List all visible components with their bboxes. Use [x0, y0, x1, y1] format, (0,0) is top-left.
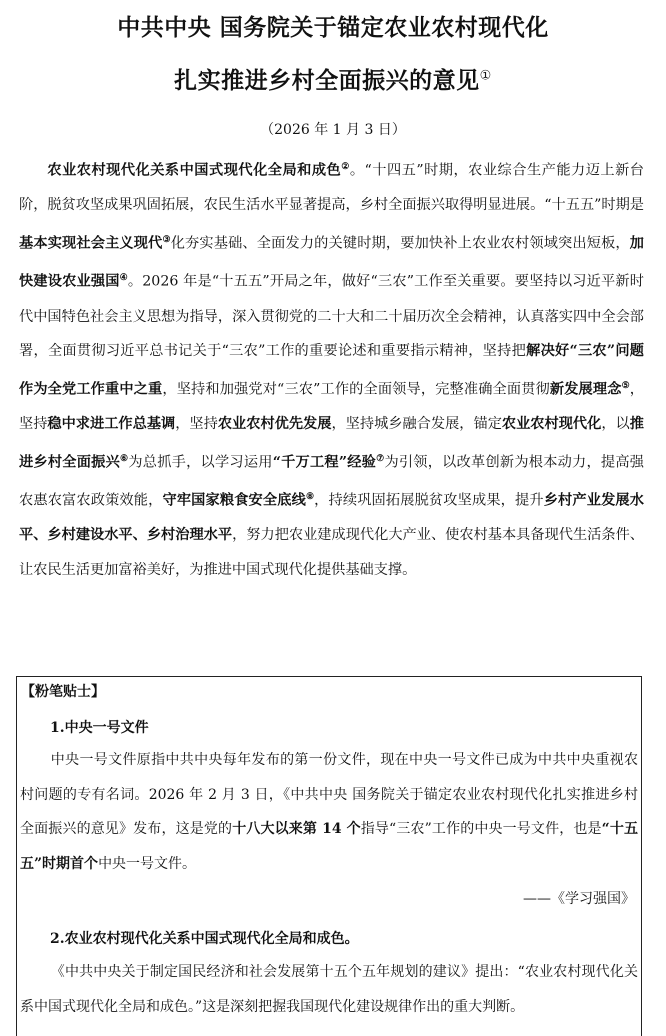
document-date: （2026 年 1 月 3 日） — [260, 122, 406, 138]
tip-1-source: ——《学习强国》 — [523, 891, 635, 907]
tip-1-title: 1.中央一号文件 — [50, 720, 149, 736]
tips-box — [16, 676, 642, 1036]
body-paragraph: 农业农村现代化关系中国式现代化全局和成色②。“十四五”时期，农业综合生产能力迈上新台阶，脱贫攻坚成果巩固拓展，农民生活水平显著提高，乡村全面振兴取得明显进展。“十五五”时期是基本实现社会主义现代③化夯实基础、全面发力的关键时期，要加快补上农业农村领域突出短板，加快建设农业强国④。2026 年是“十五五”开局之年，做好“三农”工作至关重要。要坚持以习近平新时代中国特色社会主义思想为指导，深入贯彻党的二十大和二十届历次全会精神，认真落实四中全会部署，全面贯彻习近平总书记关于“三农”工作的重要论述和重要指示精神，坚持把解决好“三农”问题作为全党工作重中之重，坚持和加强党对“三农”工作的全面领导，完整准确全面贯彻新发展理念⑤，坚持稳中求进工作总基调，坚持农业农村优先发展，坚持城乡融合发展，锚定农业农村现代化，以推进乡村全面振兴⑥为总抓手，以学习运用“千万工程”经验⑦为引领，以改革创新为根本动力，提高强农惠农富农政策效能，守牢国家粮食安全底线⑧，持续巩固拓展脱贫攻坚成果，提升乡村产业发展水平、乡村建设水平、乡村治理水平，努力把农业建成现代化大产业、使农村基本具备现代生活条件、让农民生活更加富裕美好，为推进中国式现代化提供基础支撑。 — [19, 162, 644, 578]
document-title-line2: 扎实推进乡村全面振兴的意见① — [174, 68, 492, 94]
tip-2-title: 2.农业农村现代化关系中国式现代化全局和成色。 — [50, 931, 359, 947]
footnote-marker: ① — [479, 68, 492, 84]
document-title-line1: 中共中央 国务院关于锚定农业农村现代化 — [117, 15, 549, 41]
tips-heading: 【粉笔贴士】 — [21, 684, 105, 700]
tip-1-text: 中央一号文件原指中共中央每年发布的第一份文件，现在中央一号文件已成为中共中央重视农村问题的专有名词。2026 年 2 月 3 日，《中共中央 国务院关于锚定农业农村现代化扎实推进乡村全面振兴的意见》发布，这是党的十八大以来第 14 个指导“三农”工作的中央一号文件，也是“十五五”时期首个中央一号文件。 — [20, 752, 638, 872]
tip-2-text: 《中共中央关于制定国民经济和社会发展第十五个五年规划的建议》提出：“农业农村现代化关系中国式现代化全局和成色。”这是深刻把握我国现代化建设规律作出的重大判断。 — [20, 964, 638, 1015]
